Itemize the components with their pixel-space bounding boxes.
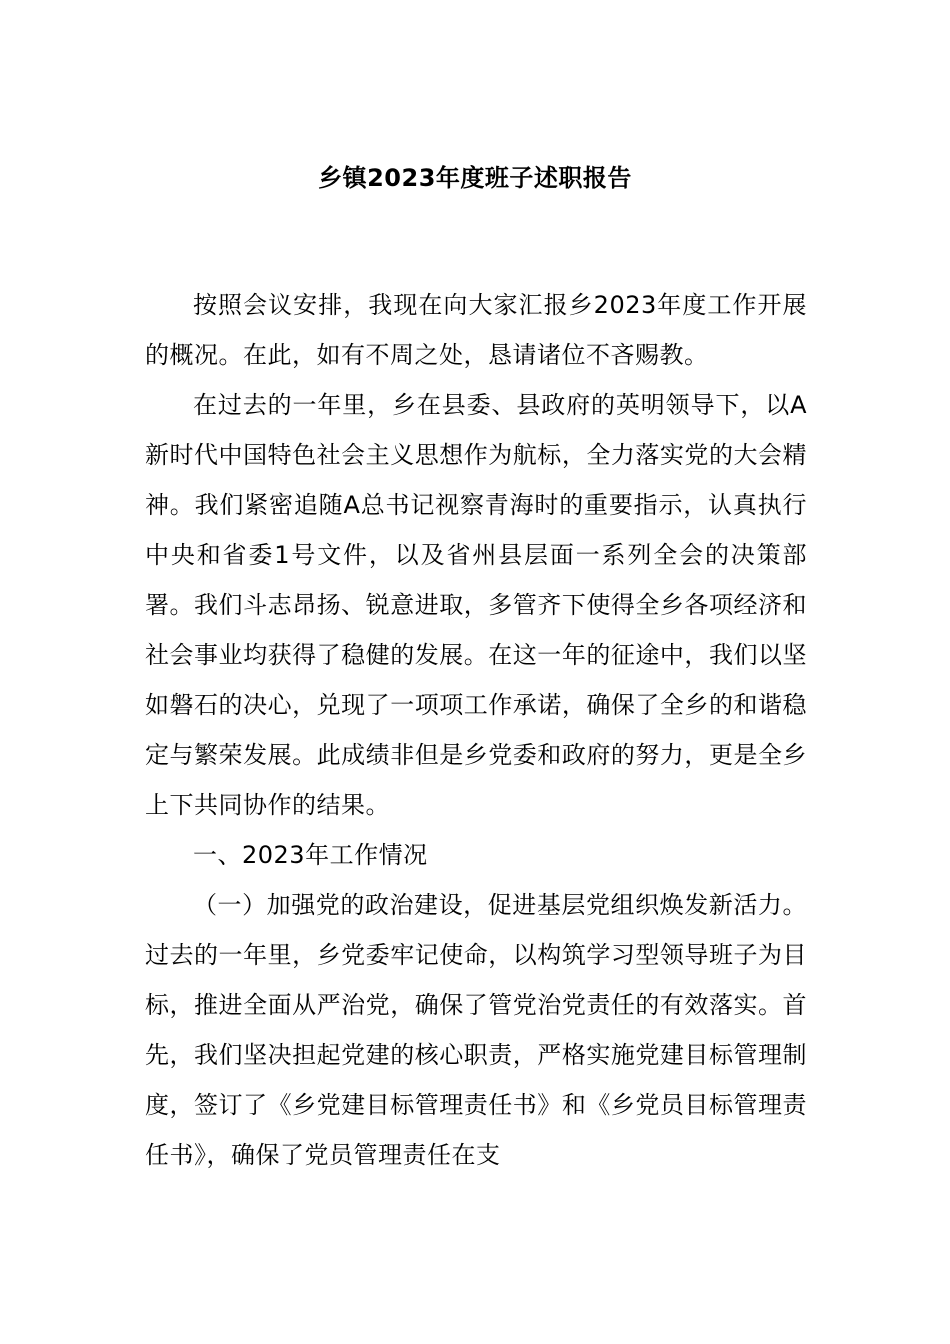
overview-paragraph: 在过去的一年里，乡在县委、县政府的英明领导下，以A新时代中国特色社会主义思想作为航标，全力落实党的大会精神。我们紧密追随A总书记视察青海时的重要指示，认真执行中央和省委1号文件，以及省州县层面一系列全会的决策部署。我们斗志昂扬、锐意进取，多管齐下使得全乡各项经济和社会事业均获得了稳健的发展。在这一年的征途中，我们以坚如磐石的决心，兑现了一项项工作承诺，确保了全乡的和谐稳定与繁荣发展。此成绩非但是乡党委和政府的努力，更是全乡上下共同协作的结果。 bbox=[145, 391, 807, 819]
document-body bbox=[145, 280, 807, 1180]
document-title: 乡镇2023年度班子述职报告 bbox=[318, 164, 632, 192]
subsection-paragraph: （一）加强党的政治建设，促进基层党组织焕发新活力。过去的一年里，乡党委牢记使命，以构筑学习型领导班子为目标，推进全面从严治党，确保了管党治党责任的有效落实。首先，我们坚决担起党建的核心职责，严格实施党建目标管理制度，签订了《乡党建目标管理责任书》和《乡党员目标管理责任书》，确保了党员管理责任在支 bbox=[145, 891, 807, 1169]
intro-paragraph: 按照会议安排，我现在向大家汇报乡2023年度工作开展的概况。在此，如有不周之处，恳请诸位不吝赐教。 bbox=[145, 291, 807, 369]
section-heading: 一、2023年工作情况 bbox=[193, 841, 428, 869]
